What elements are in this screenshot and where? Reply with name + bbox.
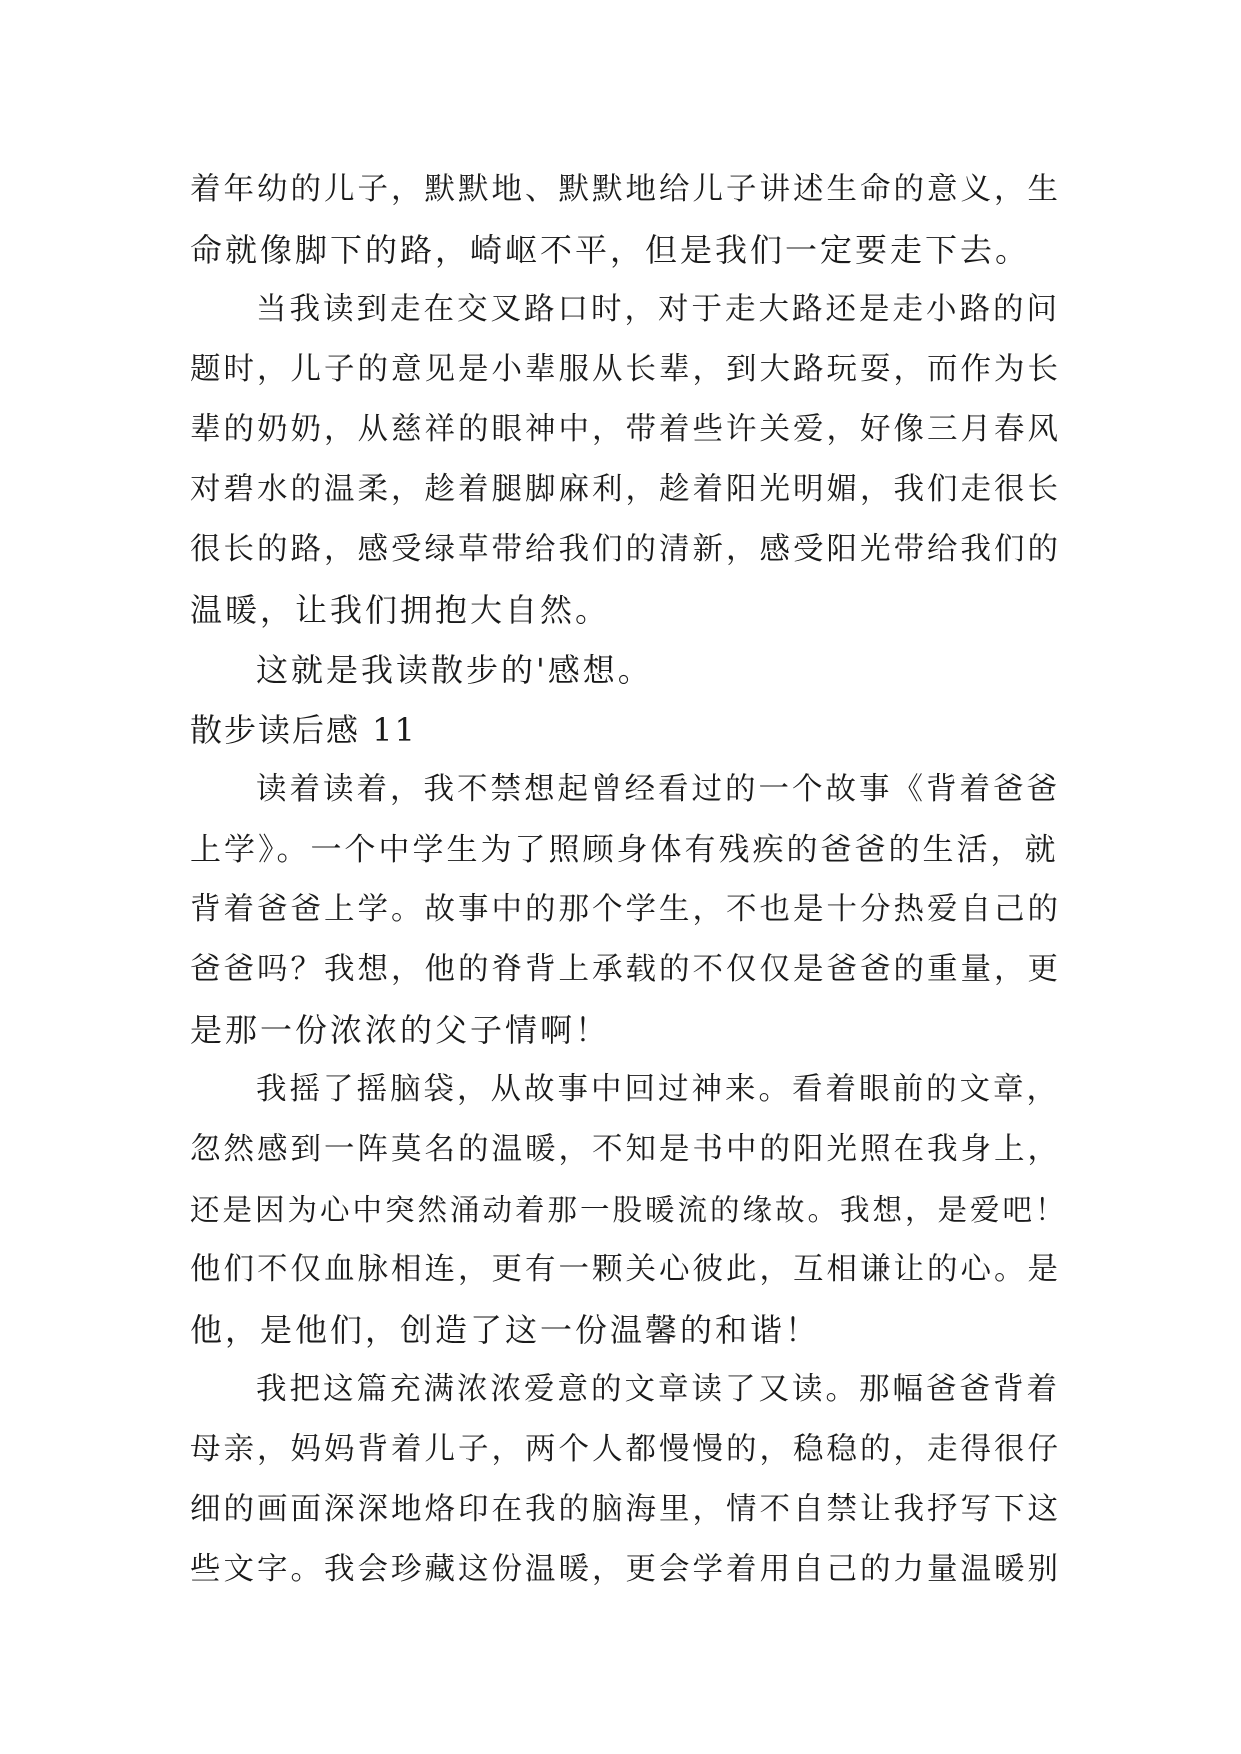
text-line: 这就是我读散步的'感想。 [256,651,653,689]
text-line: 着年幼的儿子，默默地、默默地给儿子讲述生命的意义，生 [190,172,1061,207]
text-line: 辈的奶奶，从慈祥的眼神中，带着些许关爱，好像三月春风 [190,412,1061,447]
text-line: 母亲，妈妈背着儿子，两个人都慢慢的，稳稳的，走得很仔 [190,1432,1061,1467]
text-line: 对碧水的温柔，趁着腿脚麻利，趁着阳光明媚，我们走很长 [190,472,1061,507]
text-line: 当我读到走在交叉路口时，对于走大路还是走小路的问 [256,292,1060,327]
section-heading: 散步读后感 11 [190,711,417,749]
text-line: 还是因为心中突然涌动着那一股暖流的缘故。我想，是爱吧！ [190,1193,1068,1227]
text-line: 命就像脚下的路，崎岖不平，但是我们一定要走下去。 [190,231,1031,269]
text-line: 我摇了摇脑袋，从故事中回过神来。看着眼前的文章， [256,1072,1060,1107]
text-line: 温暖，让我们拥抱大自然。 [190,591,611,629]
text-line: 爸爸吗？我想，他的脊背上承载的不仅仅是爸爸的重量，更 [190,952,1061,987]
text-line: 很长的路，感受绿草带给我们的清新，感受阳光带给我们的 [190,532,1061,567]
text-line: 他，是他们，创造了这一份温馨的和谐！ [190,1311,821,1349]
text-line: 我把这篇充满浓浓爱意的文章读了又读。那幅爸爸背着 [256,1372,1060,1407]
text-line: 读着读着，我不禁想起曾经看过的一个故事《背着爸爸 [256,772,1060,807]
text-line: 细的画面深深地烙印在我的脑海里，情不自禁让我抒写下这 [190,1492,1061,1527]
document-page [190,160,1070,1600]
text-line: 是那一份浓浓的父子情啊！ [190,1011,611,1049]
text-line: 上学》。一个中学生为了照顾身体有残疾的爸爸的生活，就 [190,832,1059,868]
text-line: 些文字。我会珍藏这份温暖，更会学着用自己的力量温暖别 [190,1552,1061,1587]
text-line: 他们不仅血脉相连，更有一颗关心彼此，互相谦让的心。是 [190,1252,1061,1287]
text-line: 题时，儿子的意见是小辈服从长辈，到大路玩耍，而作为长 [190,352,1061,387]
text-line: 背着爸爸上学。故事中的那个学生，不也是十分热爱自己的 [190,892,1061,927]
text-line: 忽然感到一阵莫名的温暖，不知是书中的阳光照在我身上， [190,1132,1061,1167]
